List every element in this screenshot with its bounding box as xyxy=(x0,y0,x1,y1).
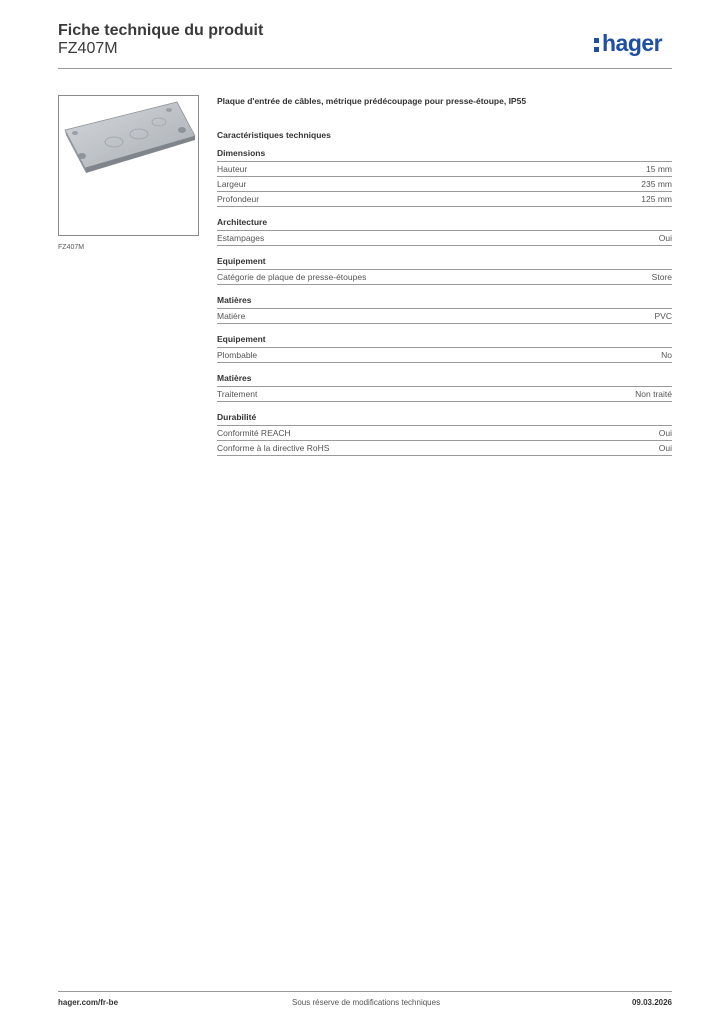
spec-value: 235 mm xyxy=(641,179,672,189)
spec-group-title: Equipement xyxy=(217,256,672,270)
spec-label: Conformité REACH xyxy=(217,428,291,438)
spec-group xyxy=(217,256,672,285)
spec-group xyxy=(217,334,672,363)
spec-label: Plombable xyxy=(217,350,258,360)
spec-group-title: Dimensions xyxy=(217,148,672,162)
header-divider xyxy=(58,68,672,69)
footer-disclaimer: Sous réserve de modifications techniques xyxy=(292,998,441,1007)
spec-row xyxy=(217,270,672,285)
spec-group-title: Durabilité xyxy=(217,412,672,426)
spec-groups xyxy=(217,148,672,456)
spec-label: Matière xyxy=(217,311,246,321)
spec-value: 125 mm xyxy=(641,194,672,204)
spec-row xyxy=(217,441,672,456)
spec-group xyxy=(217,373,672,402)
spec-group xyxy=(217,148,672,207)
spec-value: Store xyxy=(651,272,672,282)
footer-divider xyxy=(58,991,672,992)
footer-date: 09.03.2026 xyxy=(631,998,672,1007)
spec-row xyxy=(217,309,672,324)
spec-value: Oui xyxy=(658,428,672,438)
spec-row xyxy=(217,231,672,246)
spec-label: Hauteur xyxy=(217,164,248,174)
spec-label: Conforme à la directive RoHS xyxy=(217,443,330,453)
group-spacer xyxy=(217,207,672,217)
group-spacer xyxy=(217,363,672,373)
spec-label: Estampages xyxy=(217,233,265,243)
spec-label: Largeur xyxy=(217,179,247,189)
spec-group-title: Matières xyxy=(217,373,672,387)
footer-website-link[interactable]: hager.com/fr-be xyxy=(58,998,119,1007)
image-caption: FZ407M xyxy=(58,244,85,251)
spec-group xyxy=(217,217,672,246)
product-description: Plaque d'entrée de câbles, métrique prédécoupage pour presse-étoupe, IP55 xyxy=(217,96,527,106)
spec-row xyxy=(217,387,672,402)
spec-group xyxy=(217,412,672,456)
logo-dots-icon xyxy=(594,38,599,52)
hager-logo[interactable] xyxy=(594,28,662,58)
spec-group-title: Equipement xyxy=(217,334,672,348)
spec-value: No xyxy=(661,350,672,360)
section-label: Caractéristiques techniques xyxy=(217,130,331,140)
group-spacer xyxy=(217,402,672,412)
spec-value: Non traité xyxy=(635,389,672,399)
group-spacer xyxy=(217,324,672,334)
spec-content xyxy=(217,96,672,456)
spec-row xyxy=(217,162,672,177)
product-code: FZ407M xyxy=(58,40,118,57)
spec-group-title: Matières xyxy=(217,295,672,309)
spec-label: Traitement xyxy=(217,389,258,399)
cable-entry-plate-image xyxy=(58,95,199,236)
group-spacer xyxy=(217,285,672,295)
spec-value: PVC xyxy=(654,311,672,321)
spec-group xyxy=(217,295,672,324)
spec-value: 15 mm xyxy=(646,164,672,174)
logo-text: hager xyxy=(602,29,663,56)
spec-value: Oui xyxy=(658,443,672,453)
spec-value: Oui xyxy=(658,233,672,243)
page-title: Fiche technique du produit xyxy=(58,22,264,39)
spec-label: Catégorie de plaque de presse-étoupes xyxy=(217,272,367,282)
spec-row xyxy=(217,177,672,192)
spec-row xyxy=(217,348,672,363)
spec-row xyxy=(217,426,672,441)
spec-row xyxy=(217,192,672,207)
spec-group-title: Architecture xyxy=(217,217,672,231)
group-spacer xyxy=(217,246,672,256)
spec-label: Profondeur xyxy=(217,194,260,204)
